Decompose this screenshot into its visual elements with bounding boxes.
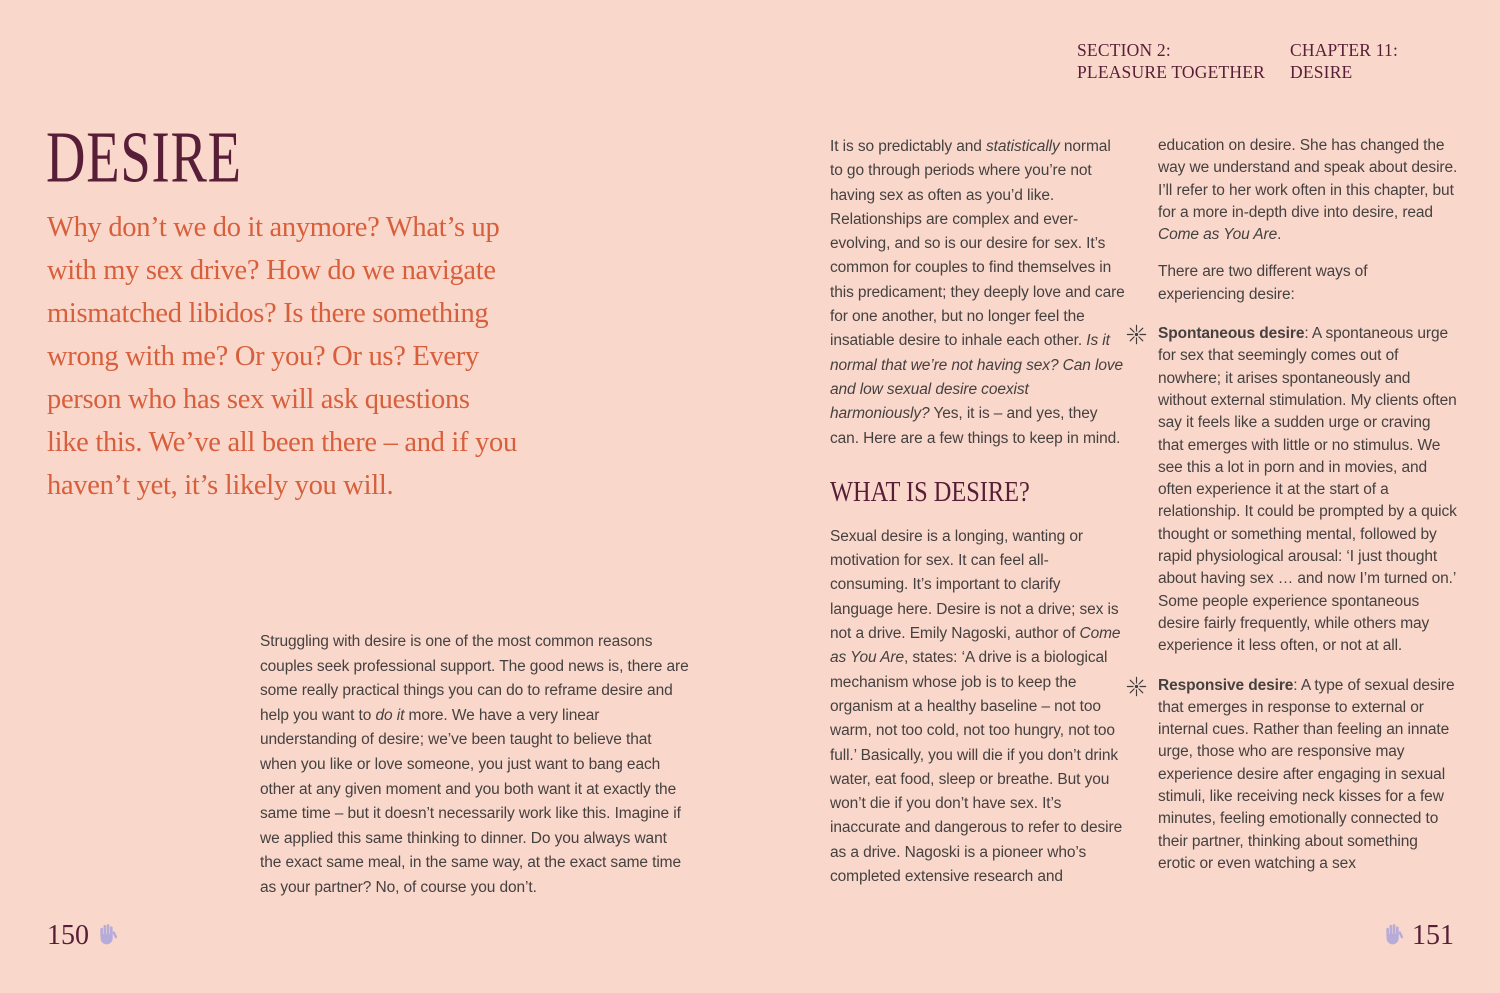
running-head-section — [1077, 40, 1265, 84]
section-title: PLEASURE TOGETHER — [1077, 61, 1265, 82]
chapter-title-small: DESIRE — [1290, 61, 1353, 82]
col1-paragraph-2: Sexual desire is a longing, wanting or motivation for sex. It can feel all-consuming. It’s important to clarify language here. Desire is not a drive; sex is not a drive. Emily Nagoski, author of Come as You Are, states: ‘A drive is a biological mechanism whose job is to keep the organism at a healthy baseline – not too warm, not too cold, not too hungry, not too full.’ Basically, you will die if you don’t drink water, eat food, sleep or breathe. But you won’t die if you don’t have sex. It’s inaccurate and dangerous to refer to desire as a drive. Nagoski is a pioneer who’s completed extensive research and — [830, 527, 1123, 886]
page-title-text: DESIRE — [46, 117, 242, 198]
hand-icon — [98, 922, 117, 946]
sparkle-asterisk-icon — [1126, 676, 1147, 702]
col1-paragraph-1: It is so predictably and statistically normal to go through periods where you’re not having sex as often as you’d like. Relationships are complex and ever-evolving, and so is our desire for sex. It’s common for couples to find themselves in this predicament; they deeply love and care for one another, but no longer feel the insatiable desire to inhale each other. Is it normal that we’re not having sex? Can love and low sexual desire coexist harmoniously? Yes, it is – and yes, they can. Here are a few things to keep in mind. — [830, 138, 1125, 447]
section-label: SECTION 2: — [1077, 40, 1171, 60]
column-right — [1158, 135, 1458, 892]
page-number-left: 150 — [47, 920, 89, 951]
chapter-intro-quote: Why don’t we do it anymore? What’s up with my sex drive? How do we navigate mismatched libidos? Is there something wrong with me? Or you? Or us? Every person who has sex will ask questions like this. We’ve all been there – and if you haven’t yet, it’s likely you will. — [47, 212, 517, 501]
section-heading-what-is-desire — [830, 475, 1126, 508]
spontaneous-desire-text: Spontaneous desire: A spontaneous urge for sex that seemingly comes out of nowhere; it arises spontaneously and without external stimulation. My clients often say it feels like a sudden urge or craving that emerges with little or no stimulus. We see this a lot in porn and in movies, and often experience it at the start of a relationship. It could be prompted by a quick thought or something mental, followed by rapid physiological arousal: ‘I just thought about having sex … and now I’m turned on.’ Some people experience spontaneous desire fairly frequently, while others may experience it less often, or not at all. — [1158, 325, 1457, 655]
left-body-paragraph: Struggling with desire is one of the most common reasons couples seek professional support. The good news is, there are some really practical things you can do to reframe desire and help you want to do it more. We have a very linear understanding of desire; we’ve been taught to believe that when you like or love someone, you just want to bang each other at any given moment and you both want it at exactly the same time – but it doesn’t necessarily work like this. Imagine if we applied this same thinking to dinner. Do you always want the exact same meal, in the same way, at the exact same time as your partner? No, of course you don’t. — [260, 633, 689, 896]
hand-icon — [1384, 922, 1403, 946]
folio-left — [47, 920, 117, 952]
list-item-spontaneous-desire — [1158, 323, 1458, 657]
sparkle-asterisk-icon — [1126, 324, 1147, 350]
page-number-right: 151 — [1412, 920, 1454, 951]
column-middle — [830, 135, 1126, 889]
running-head-chapter — [1290, 40, 1398, 84]
col2-paragraph-2: There are two different ways of experiencing desire: — [1158, 263, 1368, 303]
chapter-label: CHAPTER 11: — [1290, 40, 1399, 60]
responsive-desire-text: Responsive desire: A type of sexual desire that emerges in response to external or internal cues. Rather than feeling an innate urge, those who are responsive may experience desire after engaging in sexual stimuli, like receiving neck kisses for a few minutes, feeling emotionally connected to their partner, thinking about something erotic or even watching a sex — [1158, 676, 1455, 872]
section-heading-text: WHAT IS DESIRE? — [830, 475, 1030, 508]
page-title — [46, 117, 297, 198]
folio-right — [1384, 920, 1454, 952]
desire-types-list — [1158, 323, 1458, 875]
col2-paragraph-1: education on desire. She has changed the way we understand and speak about desire. I’ll refer to her work often in this chapter, but for a more in-depth dive into desire, read Come as You Are. — [1158, 137, 1458, 244]
list-item-responsive-desire — [1158, 675, 1458, 876]
